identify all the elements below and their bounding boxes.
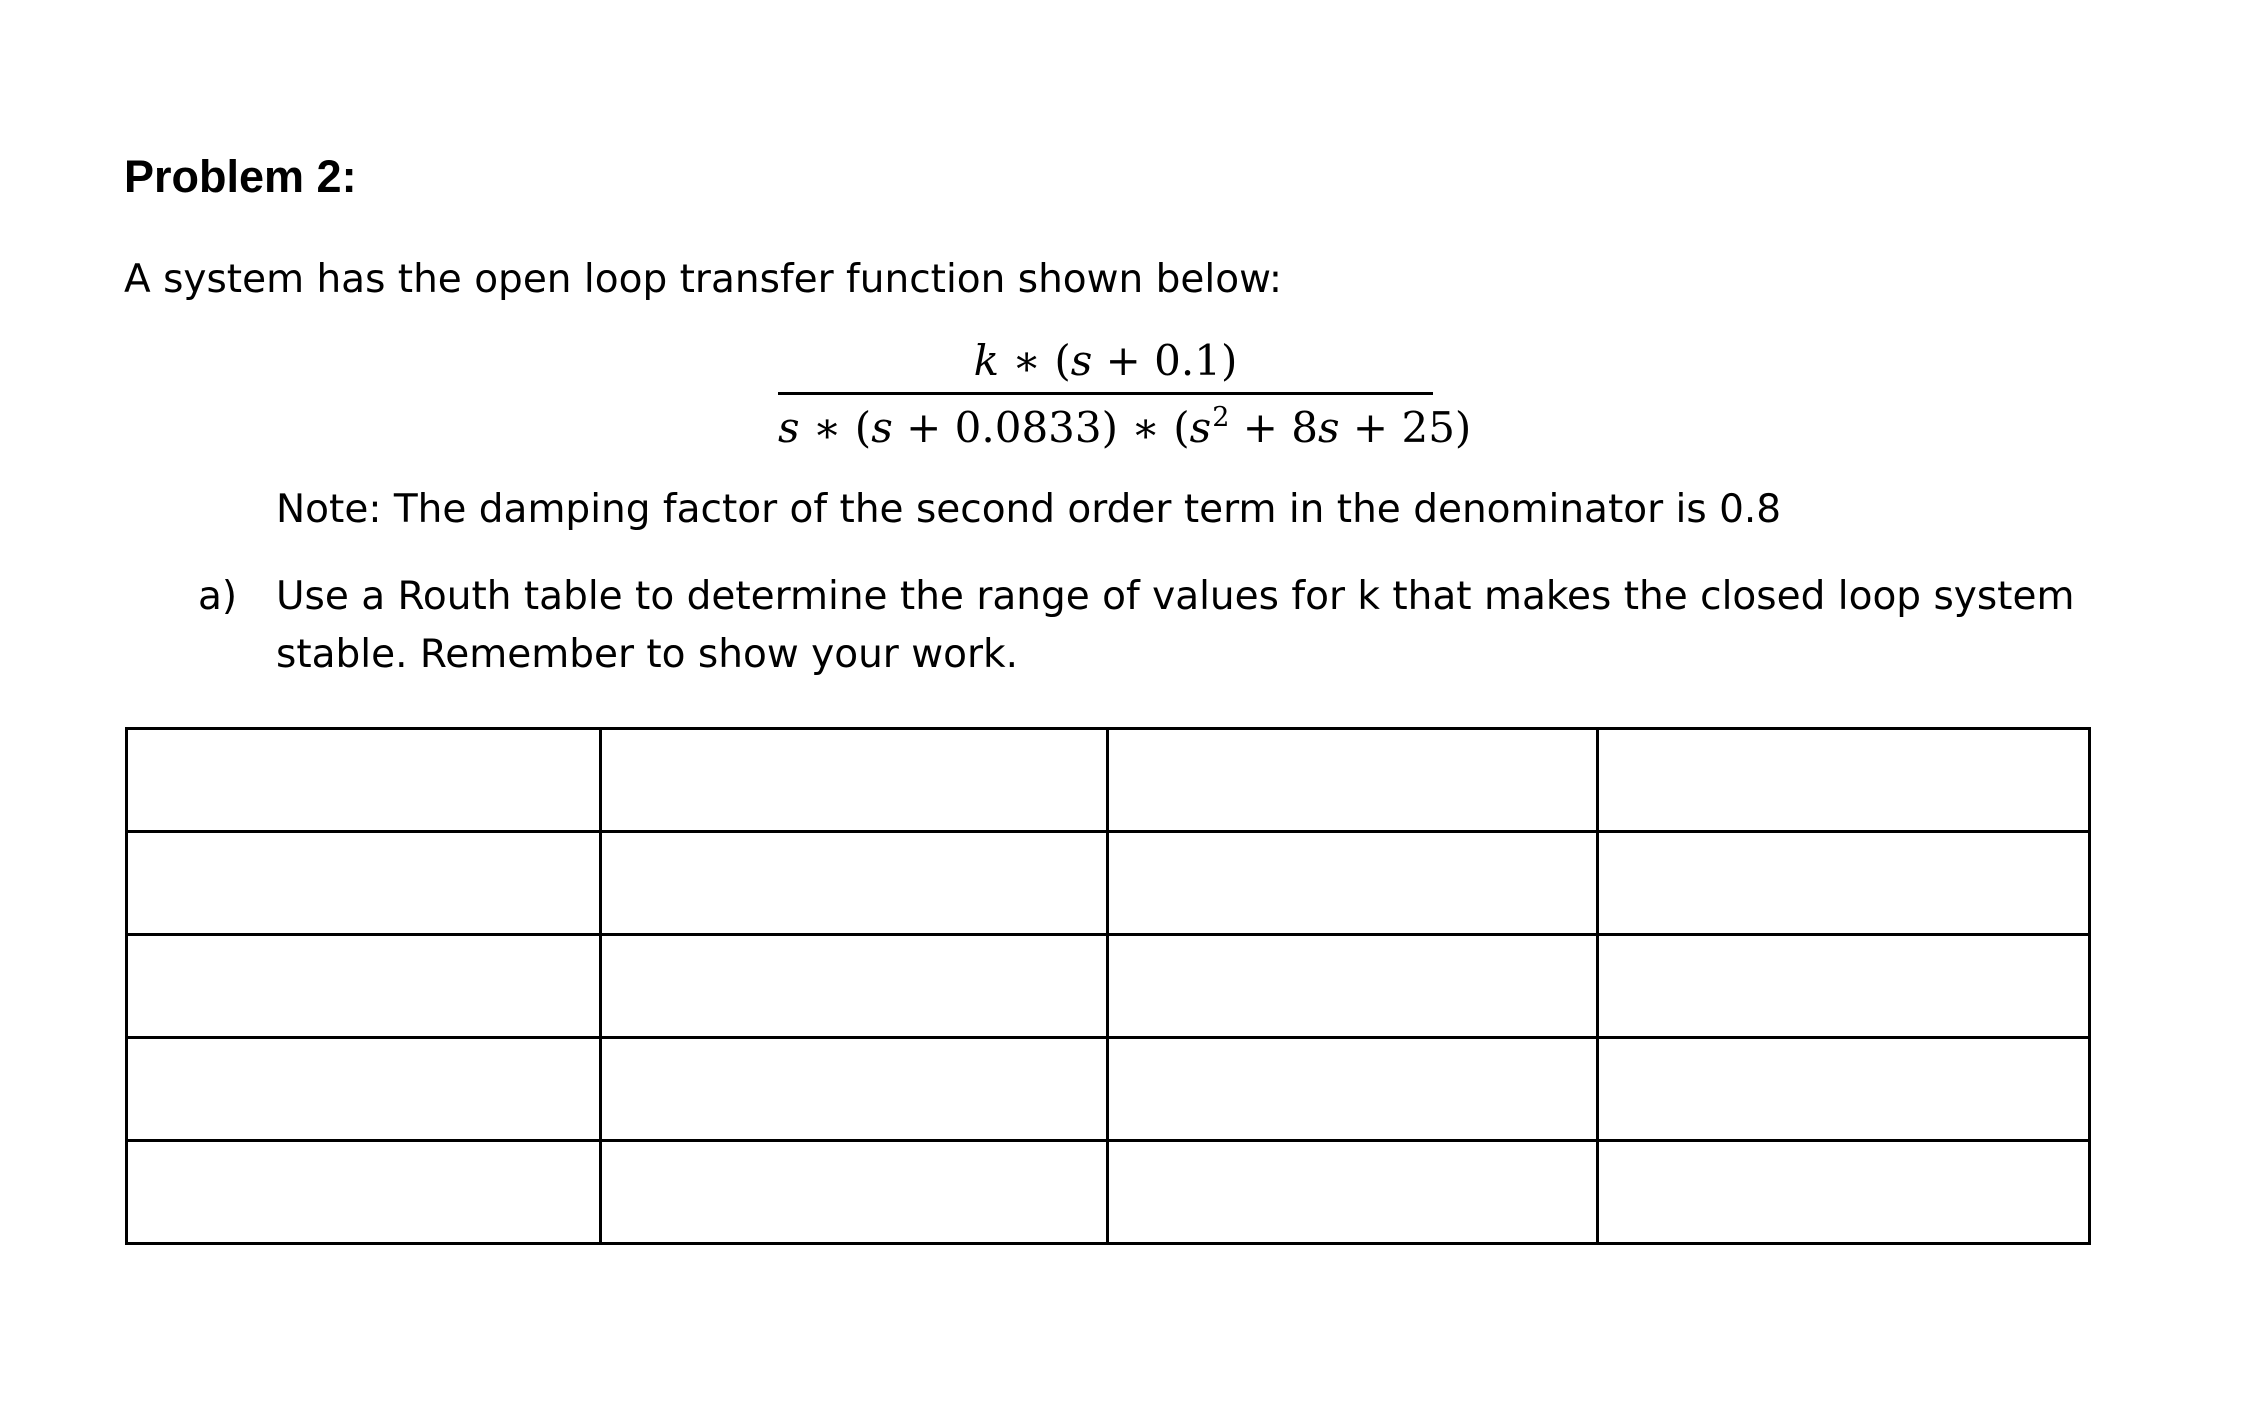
routh-cell — [127, 832, 601, 935]
damping-note: Note: The damping factor of the second order term in the denominator is 0.8 — [276, 487, 1782, 532]
routh-cell — [1108, 729, 1598, 832]
denominator-part2: + 0.0833) ∗ ( — [892, 403, 1190, 452]
denominator-part1: ∗ ( — [799, 403, 872, 452]
numerator-s: s — [1070, 336, 1093, 385]
question-a-marker: a) — [198, 574, 238, 619]
denominator-s2: s — [871, 403, 893, 452]
routh-cell — [1108, 832, 1598, 935]
routh-row — [127, 935, 2090, 1038]
routh-cell — [127, 1038, 601, 1141]
denominator-s3: s — [1189, 403, 1212, 452]
routh-table-body — [127, 729, 2090, 1244]
routh-row — [127, 729, 2090, 832]
routh-cell — [1108, 1038, 1598, 1141]
routh-row — [127, 1141, 2090, 1244]
routh-cell — [601, 832, 1108, 935]
numerator-open: ( — [1054, 336, 1071, 385]
routh-cell — [1108, 935, 1598, 1038]
denominator-s1: s — [778, 403, 800, 452]
routh-cell — [127, 1141, 601, 1244]
routh-table — [125, 727, 2091, 1245]
numerator-plus: + 0.1) — [1092, 336, 1238, 385]
routh-cell — [601, 935, 1108, 1038]
routh-row — [127, 1038, 2090, 1141]
numerator-star: ∗ — [999, 336, 1055, 385]
routh-cell — [601, 729, 1108, 832]
routh-cell — [1598, 1141, 2090, 1244]
problem-title: Problem 2: — [124, 151, 357, 202]
transfer-function — [778, 328, 1472, 461]
routh-cell — [1598, 935, 2090, 1038]
transfer-function-numerator — [778, 328, 1433, 392]
denominator-s4: s — [1318, 403, 1340, 452]
numerator-k: k — [973, 336, 1000, 385]
routh-row — [127, 832, 2090, 935]
transfer-function-denominator — [778, 395, 1472, 461]
denominator-exponent: 2 — [1212, 402, 1230, 433]
denominator-part4: + 25) — [1339, 403, 1472, 452]
intro-text: A system has the open loop transfer function shown below: — [124, 257, 1283, 302]
routh-cell — [1598, 1038, 2090, 1141]
routh-cell — [601, 1141, 1108, 1244]
denominator-part3: + 8 — [1229, 403, 1319, 452]
routh-cell — [127, 935, 601, 1038]
routh-cell — [601, 1038, 1108, 1141]
routh-cell — [1598, 832, 2090, 935]
question-a-text: Use a Routh table to determine the range of values for k that makes the closed loop system stable. Remember to show your work. — [276, 574, 2075, 677]
routh-cell — [1598, 729, 2090, 832]
routh-cell — [127, 729, 601, 832]
routh-cell — [1108, 1141, 1598, 1244]
